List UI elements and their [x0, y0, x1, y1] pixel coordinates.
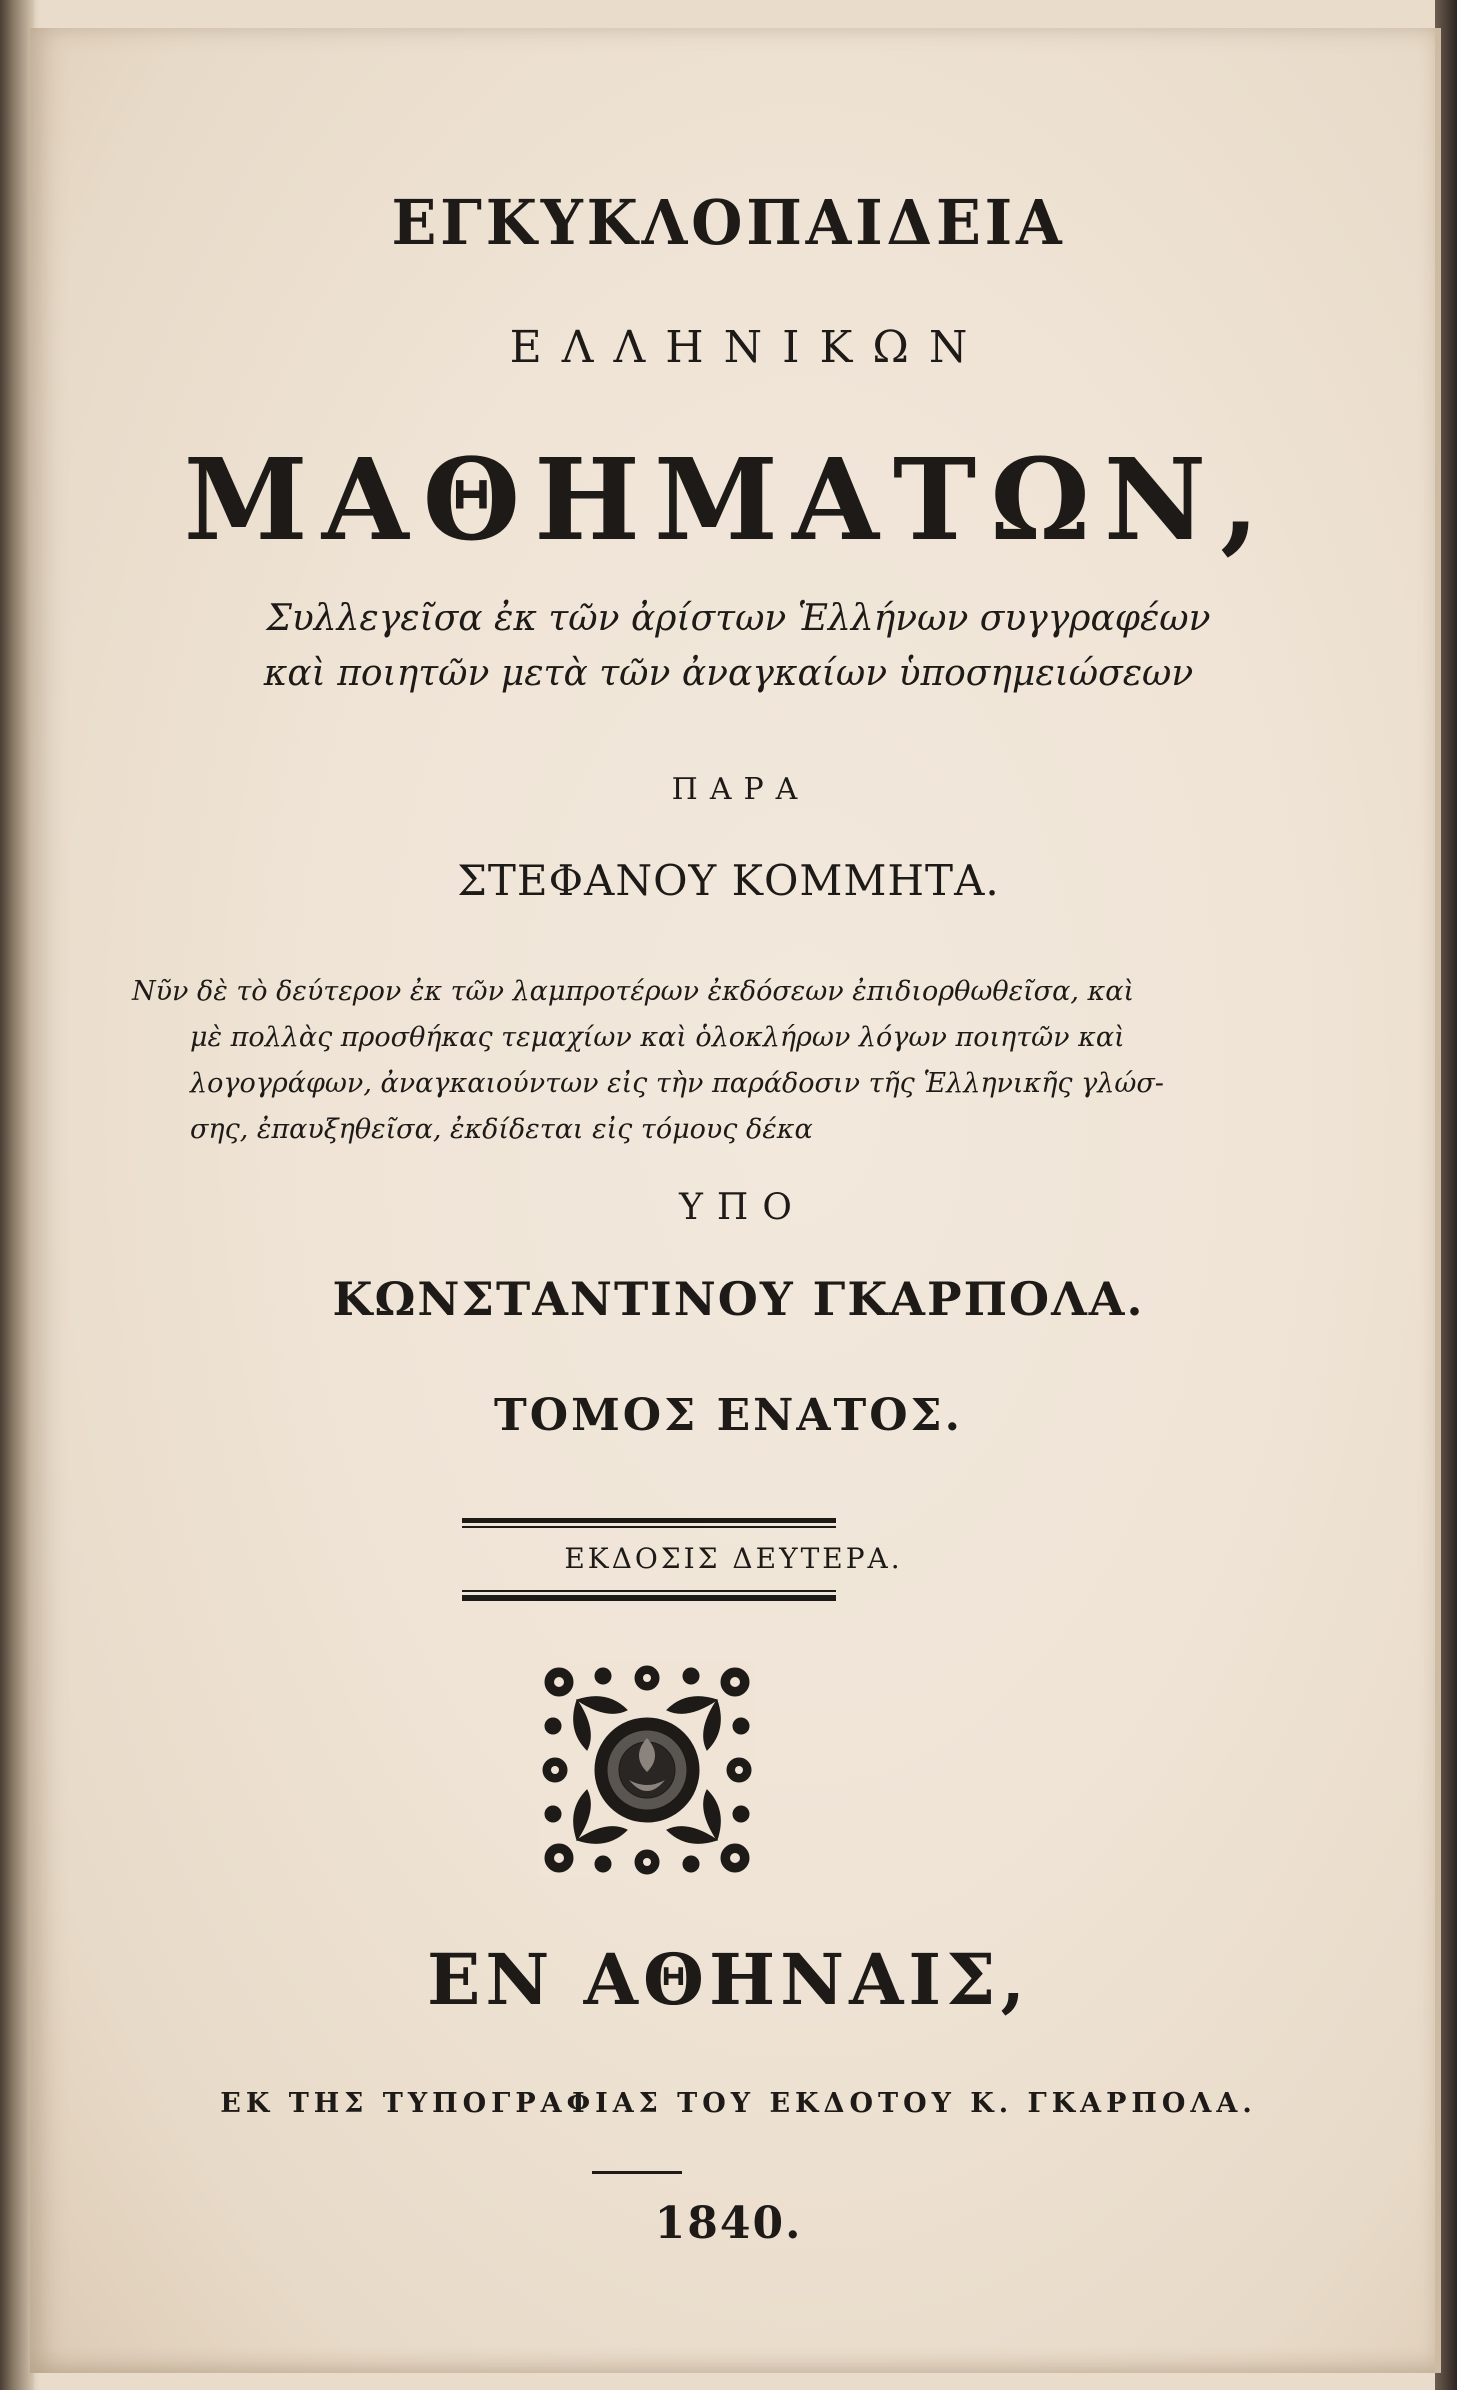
- bottom-thick-rule: [462, 1595, 836, 1601]
- title-line-2: ΕΛΛΗΝΙΚΩΝ: [509, 322, 988, 373]
- bottom-thin-rule: [462, 1590, 836, 1592]
- subtitle-line-2: καὶ ποιητῶν μετὰ τῶν ἀναγκαίων ὑποσημειώσεων: [263, 653, 1194, 694]
- ypo-label: ΥΠΟ: [679, 1187, 806, 1228]
- title-line-1: ΕΓΚΥΚΛΟΠΑΙΔΕΙΑ: [391, 186, 1066, 259]
- body-line-2: μὲ πολλὰς προσθήκας τεμαχίων καὶ ὁλοκλήρων λόγων ποιητῶν καὶ: [190, 1022, 1125, 1053]
- body-line-4: σης, ἐπαυξηθεῖσα, ἐκδίδεται εἰς τόμους δέκα: [190, 1114, 813, 1145]
- volume-label: ΤΟΜΟΣ ΕΝΑΤΟΣ.: [494, 1390, 963, 1441]
- top-thin-rule: [462, 1526, 836, 1528]
- subtitle-line-1: Συλλεγεῖσα ἐκ τῶν ἀρίστων Ἑλλήνων συγγραφέων: [266, 598, 1211, 639]
- para-label: ΠΑΡΑ: [671, 772, 810, 807]
- floral-printer-ornament-icon: [537, 1660, 757, 1880]
- editor-name: ΚΩΝΣΤΑΝΤΙΝΟΥ ΓΚΑΡΠΟΛΑ.: [332, 1272, 1145, 1326]
- city-label: ΕΝ ΑΘΗΝΑΙΣ,: [426, 1938, 1031, 2021]
- year-rule: [592, 2171, 682, 2174]
- body-line-3: λογογράφων, ἀναγκαιούντων εἰς τὴν παράδοσιν τῆς Ἑλληνικῆς γλώσ-: [190, 1068, 1164, 1099]
- top-thick-rule: [462, 1518, 836, 1523]
- press-label: ΕΚ ΤΗΣ ΤΥΠΟΓΡΑΦΙΑΣ ΤΟΥ ΕΚΔΟΤΟΥ Κ. ΓΚΑΡΠΟΛΑ.: [220, 2088, 1257, 2119]
- edition-label: ΕΚΔΟΣΙΣ ΔΕΥΤΕΡΑ.: [564, 1542, 903, 1575]
- body-line-1: Νῦν δὲ τὸ δεύτερον ἐκ τῶν λαμπροτέρων ἐκδόσεων ἐπιδιορθωθεῖσα, καὶ: [132, 976, 1135, 1007]
- title-line-3: ΜΑΘΗΜΑΤΩΝ,: [183, 435, 1274, 566]
- publication-year: 1840.: [654, 2198, 803, 2249]
- author-name: ΣΤΕΦΑΝΟΥ ΚΟΜΜΗΤΑ.: [457, 856, 1000, 905]
